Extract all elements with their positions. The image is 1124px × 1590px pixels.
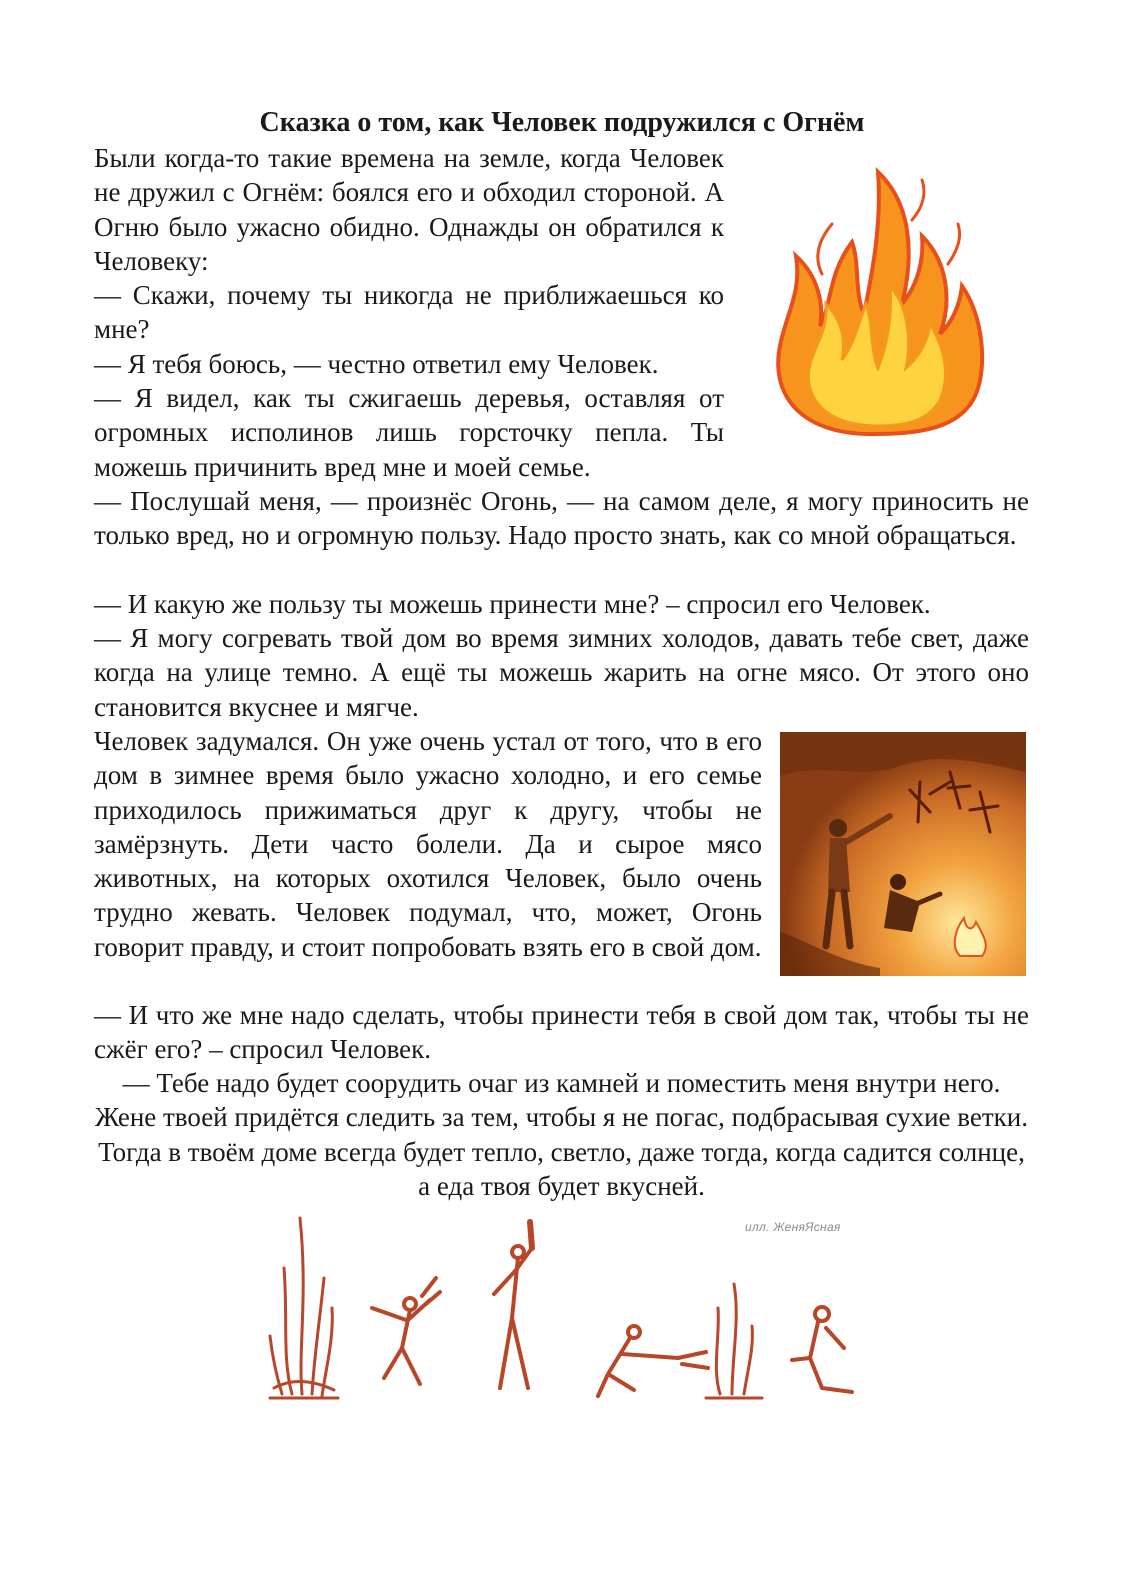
paragraph-1: Были когда-то такие времена на земле, когда Человек не дружил с Огнём: боялся его и обходил стороной. А Огню было ужасно обидно. Однажды он обратился к Человеку: xyxy=(94,143,724,276)
rock-art-torch-figure xyxy=(494,1222,532,1388)
paragraph-6: — И какую же пользу ты можешь принести мне? – спросил его Человек. xyxy=(94,589,931,619)
illustration-credit: илл. ЖеняЯсная xyxy=(745,1220,841,1234)
paragraph-7: — Я могу согревать твой дом во время зимних холодов, давать тебе свет, даже когда на улице темно. А ещё ты можешь жарить на огне мясо. От этого оно становится вкуснее и мягче. xyxy=(94,623,1029,722)
rock-art-sitting-figure xyxy=(792,1307,852,1392)
paragraph-9: — И что же мне надо сделать, чтобы принести тебя в свой дом так, чтобы ты не сжёг его? – спросил Человек. xyxy=(94,1000,1029,1065)
rock-art-illustration xyxy=(262,1208,882,1418)
paragraph-5: — Послушай меня, — произнёс Огонь, — на самом деле, я могу приносить не только вред, но и огромную пользу. Надо просто знать, как со мной обращаться. xyxy=(94,486,1029,551)
paragraph-4: — Я видел, как ты сжигаешь деревья, оставляя от огромных исполинов лишь горсточку пепла. Ты можешь причинить вред мне и моей семье. xyxy=(94,383,724,482)
fire-icon xyxy=(778,172,982,434)
rock-art-running-figure xyxy=(372,1278,440,1384)
paragraph-2: — Скажи, почему ты никогда не приближаешься ко мне? xyxy=(94,280,724,345)
page-title: Сказка о том, как Человек подружился с Огнём xyxy=(259,107,865,138)
fire-illustration xyxy=(762,164,992,444)
rock-art-crouching-figure xyxy=(598,1326,708,1396)
cave-painting-illustration xyxy=(780,732,1026,976)
rock-art-fire-icon xyxy=(270,1218,338,1398)
paragraph-10: — Тебе надо будет соорудить очаг из камней и поместить меня внутри него. Жене твоей придётся следить за тем, чтобы я не погас, подбрасывая сухие ветки. Тогда в твоём доме всегда будет тепло, светло, даже тогда, когда садится солнце, а еда твоя будет вкусней. xyxy=(95,1068,1028,1201)
paragraph-8: Человек задумался. Он уже очень устал от того, что в его дом в зимнее время было ужасно холодно, и его семье приходилось прижиматься друг к другу, чтобы не замёрзнуть. Дети часто болели. Да и сырое мясо животных, на которых охотился Человек, было очень трудно жевать. Человек подумал, что, может, Огонь говорит правду, и стоит попробовать взять его в свой дом. xyxy=(94,726,762,962)
paragraph-3: — Я тебя боюсь, — честно ответил ему Человек. xyxy=(94,349,659,379)
rock-art-campfire-icon xyxy=(706,1284,762,1398)
